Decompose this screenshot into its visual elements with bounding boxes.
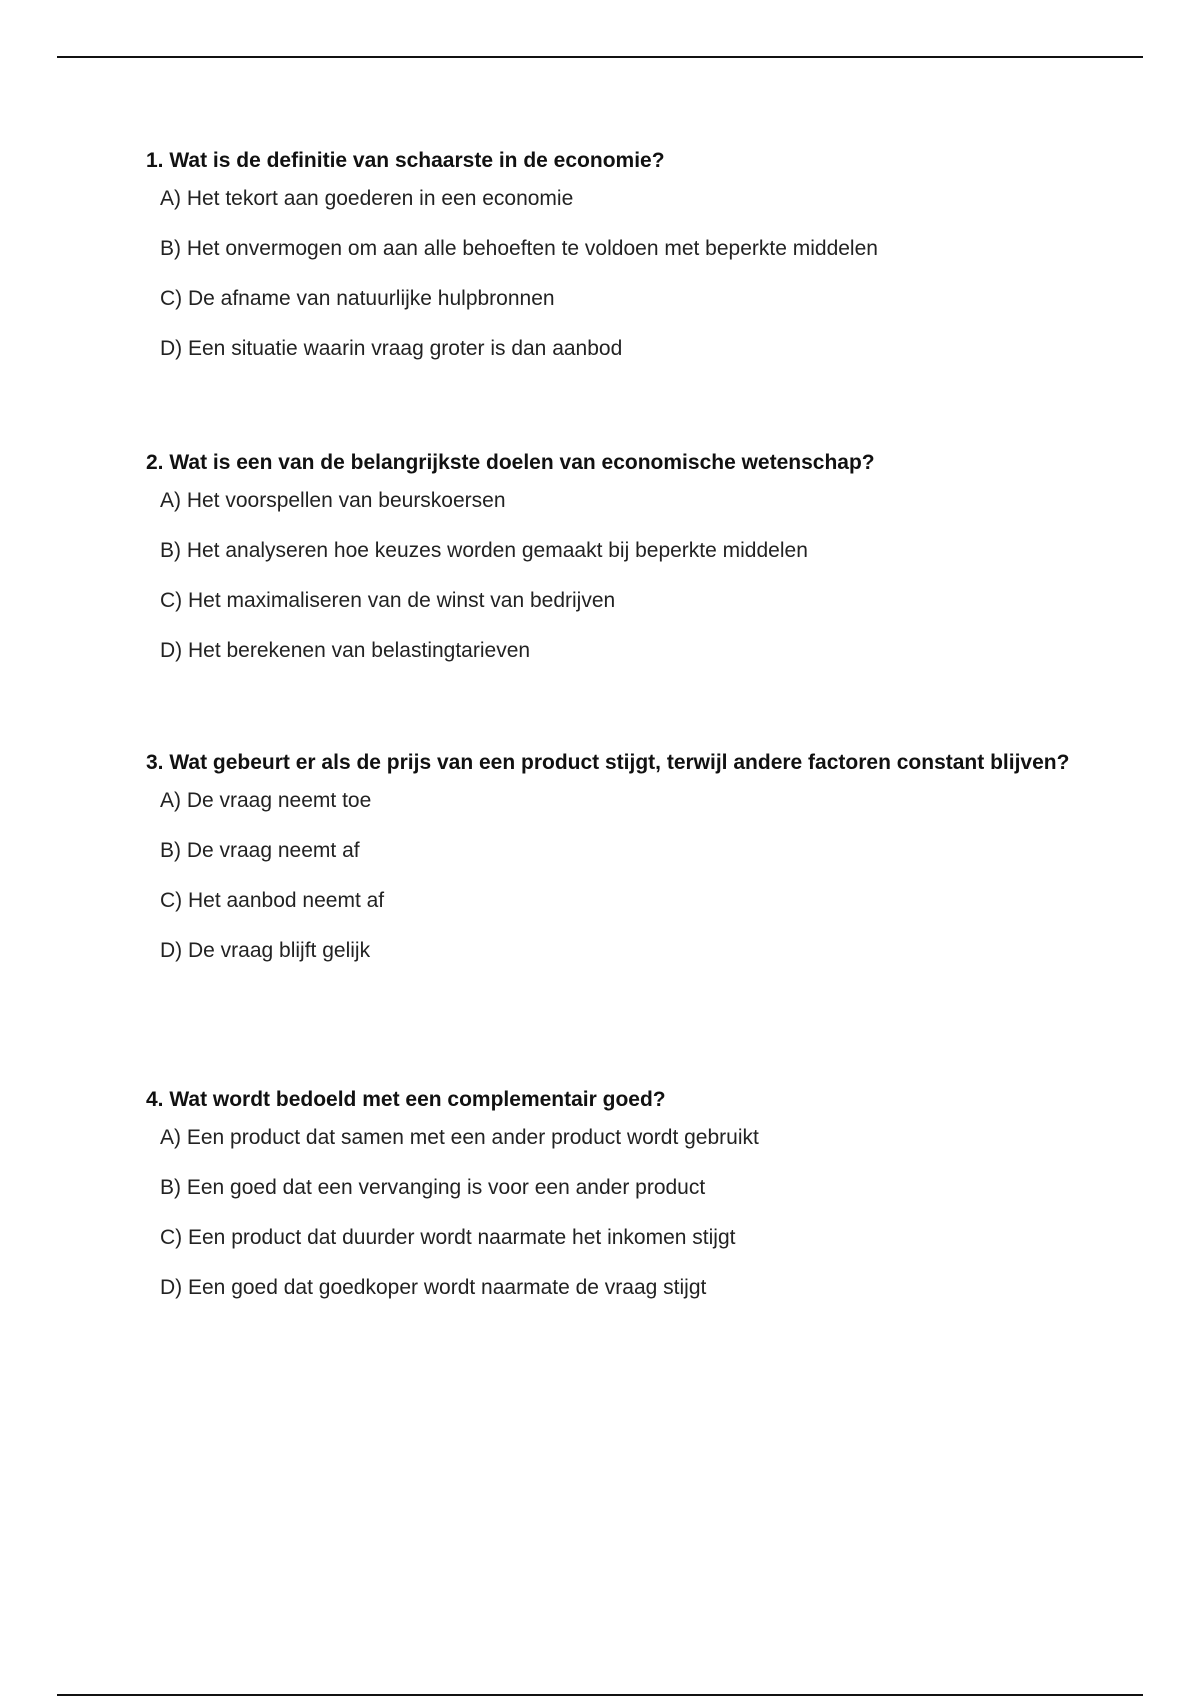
question-1-option-b: B) Het onvermogen om aan alle behoeften te voldoen met beperkte middelen <box>160 237 878 260</box>
question-4-option-c: C) Een product dat duurder wordt naarmate het inkomen stijgt <box>160 1226 736 1249</box>
question-2-option-d: D) Het berekenen van belastingtarieven <box>160 639 531 662</box>
question-2-option-a: A) Het voorspellen van beurskoersen <box>160 489 506 512</box>
question-4-option-a: A) Een product dat samen met een ander product wordt gebruikt <box>160 1126 759 1149</box>
question-2-option-c: C) Het maximaliseren van de winst van bedrijven <box>160 589 616 612</box>
question-3-option-a: A) De vraag neemt toe <box>160 789 372 812</box>
question-1-option-a: A) Het tekort aan goederen in een economie <box>160 187 574 210</box>
question-3-title: 3. Wat gebeurt er als de prijs van een product stijgt, terwijl andere factoren constant blijven? <box>146 751 1070 774</box>
question-3-option-d: D) De vraag blijft gelijk <box>160 939 371 962</box>
question-2 <box>146 446 1076 688</box>
question-1 <box>146 144 1076 386</box>
question-2-option-b: B) Het analyseren hoe keuzes worden gemaakt bij beperkte middelen <box>160 539 808 562</box>
question-3-option-b: B) De vraag neemt af <box>160 839 360 862</box>
question-4-option-d: D) Een goed dat goedkoper wordt naarmate de vraag stijgt <box>160 1276 707 1299</box>
question-3 <box>146 746 1076 988</box>
question-4 <box>146 1083 1076 1325</box>
question-4-option-b: B) Een goed dat een vervanging is voor een ander product <box>160 1176 706 1199</box>
question-3-option-c: C) Het aanbod neemt af <box>160 889 385 912</box>
header-rule <box>57 56 1143 58</box>
question-1-option-d: D) Een situatie waarin vraag groter is dan aanbod <box>160 337 623 360</box>
footer-rule <box>57 1694 1143 1696</box>
question-4-title: 4. Wat wordt bedoeld met een complementair goed? <box>146 1088 666 1111</box>
question-1-option-c: C) De afname van natuurlijke hulpbronnen <box>160 287 555 310</box>
question-2-title: 2. Wat is een van de belangrijkste doelen van economische wetenschap? <box>146 451 875 474</box>
question-1-title: 1. Wat is de definitie van schaarste in de economie? <box>146 149 665 172</box>
